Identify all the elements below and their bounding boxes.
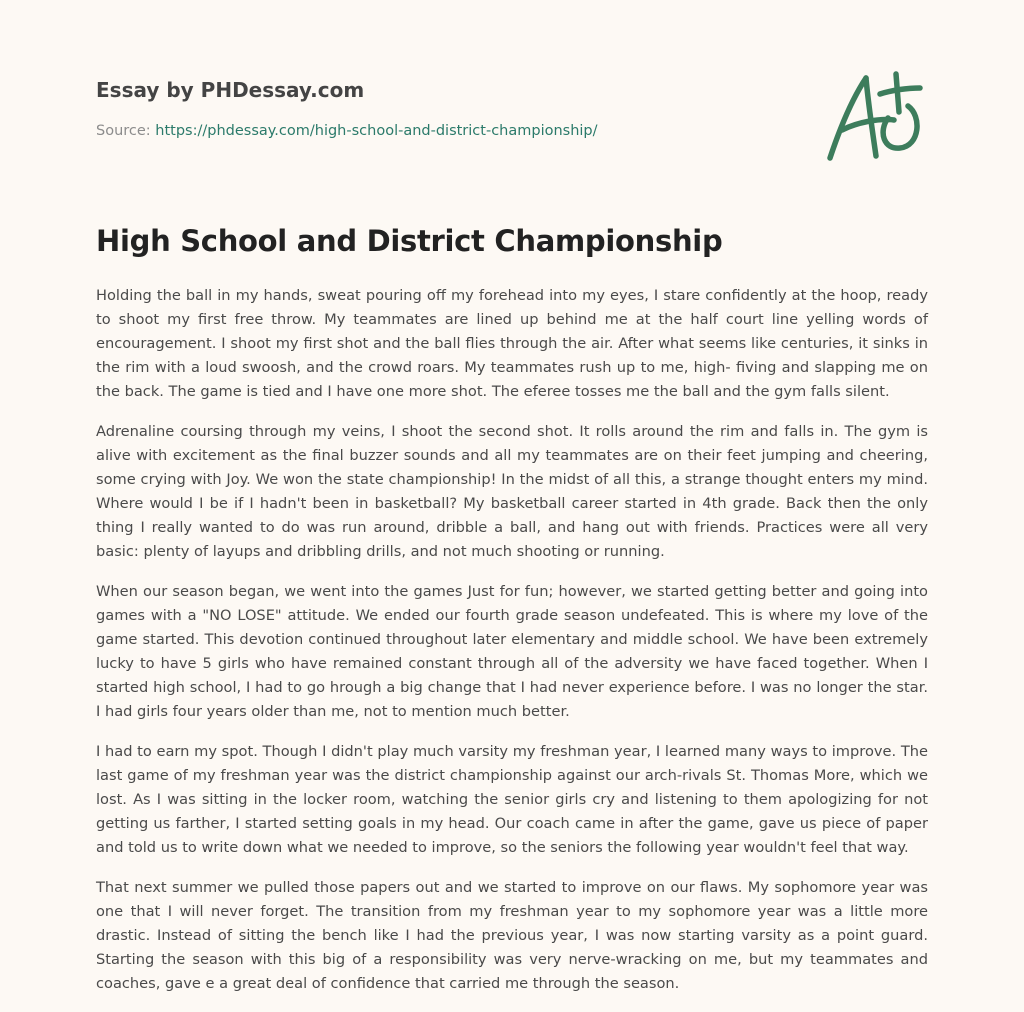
- essay-title: High School and District Championship: [96, 224, 723, 258]
- essay-paragraph: I had to earn my spot. Though I didn't play much varsity my freshman year, I learned many ways to improve. The last game of my freshman year was the district championship against our arch-rivals St. Thomas More, which we lost. As I was sitting in the locker room, watching the senior girls cry and listening to them apologizing for not getting us farther, I started setting goals in my head. Our coach came in after the game, gave us piece of paper and told us to write down what we needed to improve, so the seniors the following year wouldn't feel that way.: [96, 743, 928, 856]
- essay-paragraph: When our season began, we went into the games Just for fun; however, we started getting better and going into games with a "NO LOSE" attitude. We ended our fourth grade season undefeated. This is where my love of the game started. This devotion continued throughout later elementary and middle school. We have been extremely lucky to have 5 girls who have remained constant through all of the adversity we have faced together. When I started high school, I had to go hrough a big change that I had never experience before. I was no longer the star. I had girls four years older than me, not to mention much better.: [96, 583, 928, 720]
- essay-paragraph: Adrenaline coursing through my veins, I shoot the second shot. It rolls around the rim and falls in. The gym is alive with excitement as the final buzzer sounds and all my teammates are on their feet jumping and cheering, some crying with Joy. We won the state championship! In the midst of all this, a strange thought enters my mind. Where would I be if I hadn't been in basketball? My basketball career started in 4th grade. Back then the only thing I really wanted to do was run around, dribble a ball, and hang out with friends. Practices were all very basic: plenty of layups and dribbling drills, and not much shooting or running.: [96, 423, 928, 560]
- a-plus-grade-icon: [818, 66, 930, 166]
- essay-body: [96, 284, 928, 1012]
- header: [96, 76, 696, 104]
- source-line: [96, 123, 598, 139]
- brand-title: Essay by PHDessay.com: [96, 78, 365, 102]
- essay-paragraph: That next summer we pulled those papers out and we started to improve on our flaws. My sophomore year was one that I will never forget. The transition from my freshman year to my sophomore year was a little more drastic. Instead of sitting the bench like I had the previous year, I was now starting varsity as a point guard. Starting the season with this big of a responsibility was very nerve-wracking on me, but my teammates and coaches, gave e a great deal of confidence that carried me through the season.: [96, 879, 928, 992]
- source-link[interactable]: https://phdessay.com/high-school-and-district-championship/: [155, 123, 598, 139]
- source-label: Source:: [96, 123, 156, 139]
- essay-paragraph: Holding the ball in my hands, sweat pouring off my forehead into my eyes, I stare confidently at the hoop, ready to shoot my first free throw. My teammates are lined up behind me at the half court line yelling words of encouragement. I shoot my first shot and the ball flies through the air. After what seems like centuries, it sinks in the rim with a loud swoosh, and the crowd roars. My teammates rush up to me, high- fiving and slapping me on the back. The game is tied and I have one more shot. The eferee tosses me the ball and the gym falls silent.: [96, 287, 928, 400]
